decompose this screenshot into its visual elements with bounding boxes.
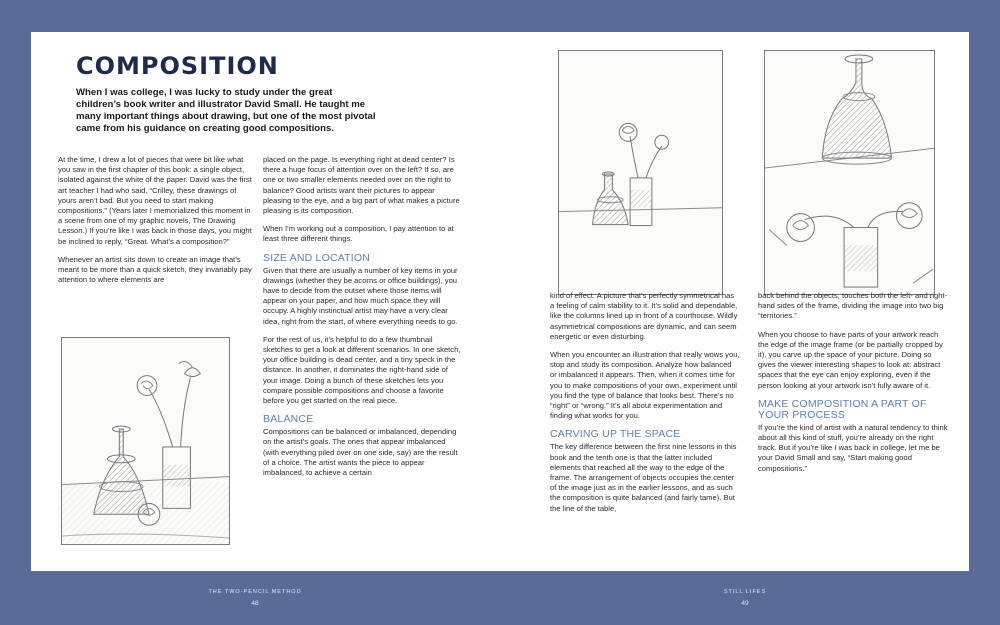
body-paragraph: back behind the objects, touches both the left- and right-hand sides of the frame, dividing the image into two big “territories.” xyxy=(758,291,948,321)
body-paragraph: placed on the page. Is everything right at dead center? Is there a huge focus of attention over on the left? If so, are one or two smaller elements needed over on the right to balance? Good artists want their pictures to appear pleasing to the eye, and a big part of what makes a picture pleasing is its composition. xyxy=(263,155,460,216)
body-paragraph: Given that there are usually a number of key items in your drawings (whether they be acorns or office buildings), you have to decide from the outset where those items will appear on your paper, and how much space they will occupy. A highly instinctual artist may have a very clear idea, right from the start, of where everything needs to go. xyxy=(263,265,458,326)
section-heading-size-location: SIZE AND LOCATION xyxy=(263,251,371,264)
body-paragraph: At the time, I drew a lot of pieces that were bit like what you saw in the first chapter of this book: a single object, isolated against the white of the paper. David was the first art teacher I had who said, “Crilley, these drawings of yours aren’t bad. But you need to start making compositions.” (Years later I memorialized this moment in a scene from one of my graphic novels, The Drawing Lesson.) If you’re like I was back in those days, you might be inclined to reply, “Great. What’s a composition?” xyxy=(58,155,252,246)
left-page-number: 48 xyxy=(251,600,259,607)
section-heading-carving: CARVING UP THE SPACE xyxy=(550,428,681,441)
body-paragraph: kind of effect. A picture that’s perfectly symmetrical has a feeling of calm stability to it. It’s solid and dependable, like the columns lined up in front of a courthouse. Wildly asymmetrical compositions are dynamic, and can seem energetic or even disturbing. xyxy=(550,291,738,341)
body-paragraph: When you choose to have parts of your artwork reach the edge of the image frame (or be partially cropped by it), you carve up the space of your picture. Doing so gives the viewer interesting shapes to look at: abstract spaces that the eye can enjoy exploring, even if the person looking at your artwork isn’t fully aware of it. xyxy=(758,329,943,390)
left-column-2 xyxy=(263,155,461,486)
body-paragraph: The key difference between the first nine lessons in this book and the tenth one is that the latter included elements that reached all the way to the edge of the frame. The arrangement of objects occupies the center of the image just as in the earlier lessons, and as such the composition is quite balanced (and fairly tame). But the line of the table, xyxy=(550,442,737,513)
body-paragraph: When you encounter an illustration that really wows you, stop and study its composition. Analyze how balanced or imbalanced it appears. Then, when it comes time for you to make compositions of your own, experiment until you find the type of balance that looks best. There’s no “right” or “wrong.” It’s all about experimentation and finding what works for you. xyxy=(550,350,740,421)
body-paragraph: When I’m working out a composition, I pay attention to at least three different things. xyxy=(263,224,454,244)
left-page xyxy=(31,32,500,571)
intro-paragraph: When I was college, I was lucky to study under the great children’s book writer and illustrator David Small. He taught me many important things about drawing, but one of the most pivotal came from his guidance on creating good compositions. xyxy=(76,87,376,134)
right-page-number: 49 xyxy=(741,600,749,607)
page-title: COMPOSITION xyxy=(76,52,279,80)
body-paragraph: For the rest of us, it’s helpful to do a few thumbnail sketches to get a look at different scenarios. In one sketch, your office building is dead center, and a tiny speck in the distance. In another, it dominates the right-hand side of your image. Doing a bunch of these sketches lets you compare possible compositions and choose a favorite before you get started on the real piece. xyxy=(263,334,461,406)
still-life-sketch-3 xyxy=(764,50,935,295)
right-footer: STILL LIFES xyxy=(723,589,767,595)
left-footer: THE TWO-PENCIL METHOD xyxy=(208,589,302,595)
right-column-1 xyxy=(550,291,740,522)
section-heading-balance: BALANCE xyxy=(263,413,314,426)
right-column-2 xyxy=(758,291,948,482)
still-life-sketch-1 xyxy=(61,337,230,545)
still-life-sketch-2 xyxy=(558,50,723,295)
body-paragraph: Compositions can be balanced or imbalanced, depending on the artist’s goals. The ones that appear imbalanced (with everything piled over on one side, say) are the result of a choice. The artist wants the piece to appear imbalanced, to achieve a certain xyxy=(263,427,458,478)
right-page xyxy=(500,32,969,571)
body-paragraph: Whenever an artist sits down to create an image that’s meant to be more than a quick sketch, they invariably pay attention to where elements are xyxy=(58,254,252,285)
left-column-1 xyxy=(58,155,256,293)
section-heading-make-composition: MAKE COMPOSITION A PART OF YOUR PROCESS xyxy=(758,397,927,421)
body-paragraph: If you’re the kind of artist with a natural tendency to think about all this kind of stuff, you’re already on the right track. But if you’re like I was back in college, let me be your David Small and say, “Start making good compositions.” xyxy=(758,422,948,473)
